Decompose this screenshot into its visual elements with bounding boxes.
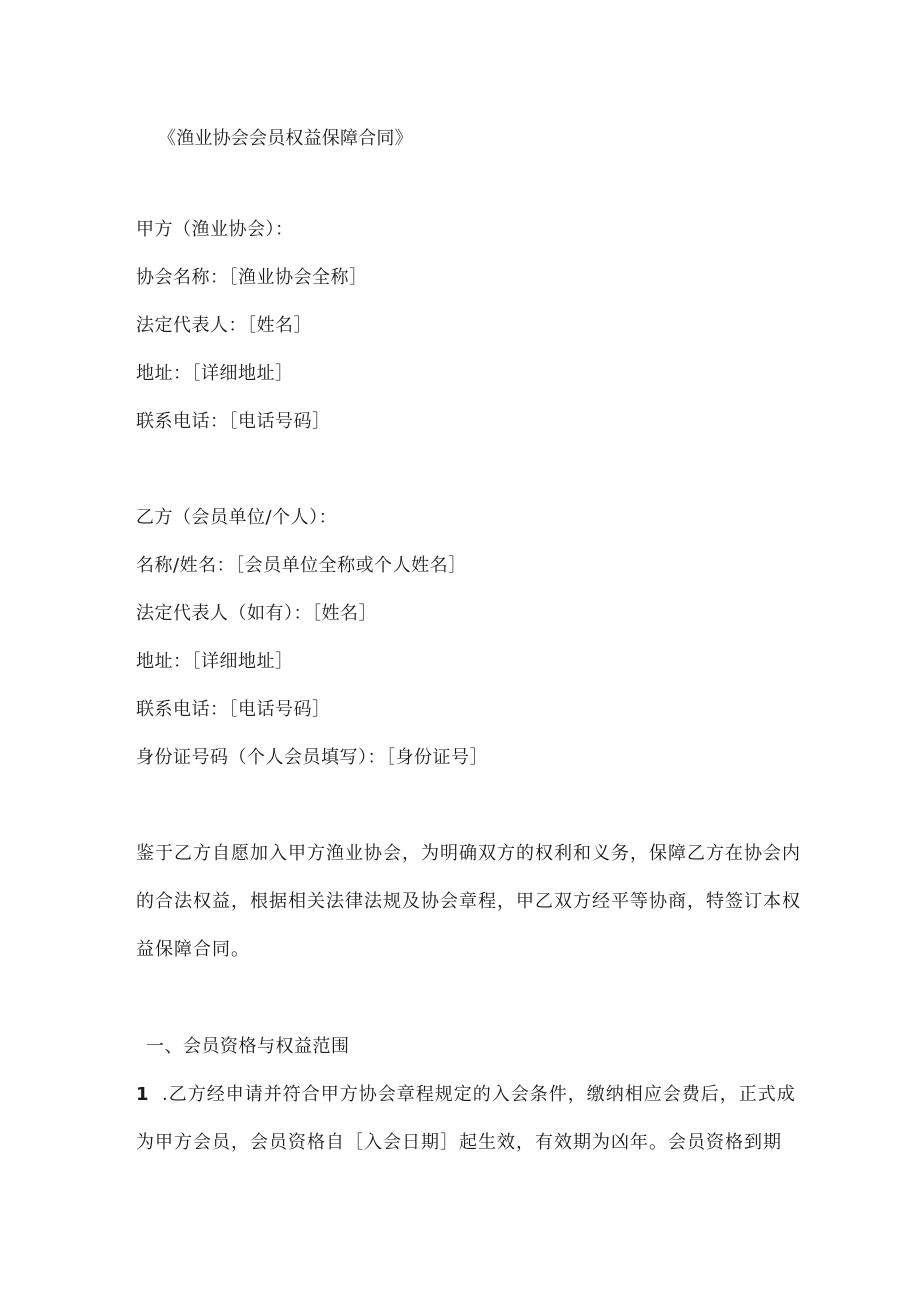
party-b-name: 名称/姓名：［会员单位全称或个人姓名］: [136, 555, 467, 576]
party-b-phone: 联系电话：［电话号码］: [136, 699, 331, 720]
item-text: .乙方经申请并符合甲方协会章程规定的入会条件，缴纳相应会费后，正式成: [162, 1084, 796, 1105]
document-title: 《渔业协会会员权益保障合同》: [158, 128, 413, 149]
section-1-item-1-line-1: [136, 1083, 796, 1107]
section-1-item-1-line-2: 为甲方会员，会员资格自［入会日期］起生效，有效期为凶年。会员资格到期: [136, 1132, 782, 1153]
party-b-id-number: 身份证号码（个人会员填写）：［身份证号］: [136, 747, 488, 768]
preamble-line-1: 鉴于乙方自愿加入甲方渔业协会，为明确双方的权利和义务，保障乙方在协会内: [136, 843, 801, 864]
item-number: 1: [136, 1084, 150, 1105]
party-a-phone: 联系电话：［电话号码］: [136, 411, 331, 432]
section-1-heading: 一、会员资格与权益范围: [146, 1036, 350, 1057]
party-b-heading: 乙方（会员单位/个人）：: [136, 507, 338, 528]
preamble-line-2: 的合法权益，根据相关法律法规及协会章程，甲乙双方经平等协商，特签订本权: [136, 891, 801, 912]
party-a-heading: 甲方（渔业协会）：: [136, 219, 294, 240]
party-a-representative: 法定代表人：［姓名］: [136, 315, 312, 336]
party-b-address: 地址：［详细地址］: [136, 651, 294, 672]
party-b-representative: 法定代表人（如有）：［姓名］: [136, 603, 377, 624]
party-a-address: 地址：［详细地址］: [136, 363, 294, 384]
party-a-name: 协会名称：［渔业协会全称］: [136, 267, 368, 288]
preamble-line-3: 益保障合同。: [136, 939, 250, 960]
